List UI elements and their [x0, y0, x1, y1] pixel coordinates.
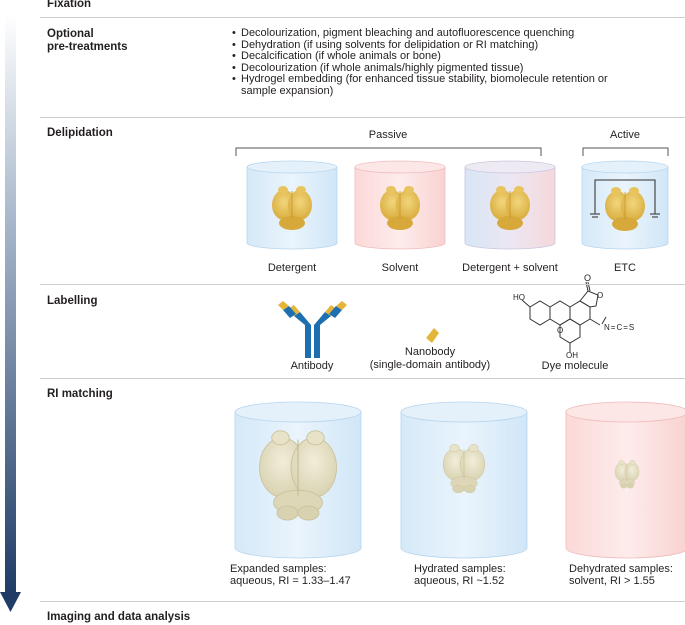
- dye-atom-ho: HO: [513, 293, 525, 302]
- hydrated-jar: [401, 402, 527, 558]
- passive-label: Passive: [368, 129, 408, 141]
- list-item-continuation: sample expansion): [241, 84, 334, 97]
- detergent-solvent-jar: [465, 161, 555, 249]
- dye-label: Dye molecule: [541, 360, 609, 372]
- detergent-jar: [247, 161, 337, 249]
- dye-atom-o-lactone: O: [597, 291, 604, 300]
- etc-jar: [582, 161, 668, 249]
- expanded-label-line1: Expanded samples:: [230, 563, 327, 575]
- dye-atom-oh: OH: [566, 351, 578, 360]
- stage-pretreatments-line2: pre-treatments: [47, 41, 128, 53]
- dye-atom-o-carbonyl: O: [584, 273, 592, 283]
- active-bracket: [583, 148, 668, 156]
- divider: [40, 17, 685, 18]
- stage-pretreatments-line1: Optional: [47, 28, 94, 40]
- divider: [40, 117, 685, 118]
- detergent-solvent-label: Detergent + solvent: [462, 262, 558, 274]
- pretreatment-list: [232, 28, 608, 86]
- stage-imaging: Imaging and data analysis: [47, 611, 191, 623]
- expanded-label-line2: aqueous, RI = 1.33–1.47: [230, 575, 351, 587]
- solvent-label: Solvent: [381, 262, 419, 274]
- antibody-icon: [278, 301, 347, 358]
- detergent-label: Detergent: [267, 262, 317, 274]
- nanobody-icon: [426, 328, 439, 343]
- hydrated-label-line1: Hydrated samples:: [414, 563, 506, 575]
- nanobody-label: Nanobody: [404, 346, 456, 358]
- process-arrow: [0, 14, 21, 612]
- active-label: Active: [610, 129, 640, 141]
- hydrated-label-line2: aqueous, RI ~1.52: [414, 575, 505, 587]
- stage-ri-matching: RI matching: [47, 388, 113, 400]
- list-item: • Dehydration (if using solvents for delipidation or RI matching): [232, 40, 608, 52]
- stage-delipidation: Delipidation: [47, 127, 113, 139]
- dehydrated-label-line2: solvent, RI > 1.55: [569, 575, 655, 587]
- etc-label: ETC: [614, 262, 636, 274]
- divider: [40, 378, 685, 379]
- stage-fixation: Fixation: [47, 0, 92, 10]
- antibody-label: Antibody: [290, 360, 334, 372]
- dye-molecule-icon: [522, 282, 606, 352]
- passive-bracket: [236, 148, 541, 156]
- stage-labelling: Labelling: [47, 295, 98, 307]
- divider: [40, 284, 685, 285]
- dehydrated-label-line1: Dehydrated samples:: [569, 563, 673, 575]
- dye-atom-ncs: N=C=S: [604, 323, 636, 332]
- list-item: • Decolourization, pigment bleaching and autofluorescence quenching: [232, 28, 608, 40]
- divider: [40, 601, 685, 602]
- dehydrated-jar: [566, 402, 685, 558]
- list-item: • Hydrogel embedding (for enhanced tissue stability, biomolecule retention or: [232, 74, 608, 86]
- solvent-jar: [355, 161, 445, 249]
- dye-atom-o-ring: O: [557, 326, 564, 335]
- expanded-jar: [235, 402, 361, 558]
- nanobody-sublabel: (single-domain antibody): [369, 359, 491, 371]
- list-item: • Decalcification (if whole animals or bone): [232, 51, 608, 63]
- list-item: • Decolourization (if whole animals/highly pigmented tissue): [232, 63, 608, 75]
